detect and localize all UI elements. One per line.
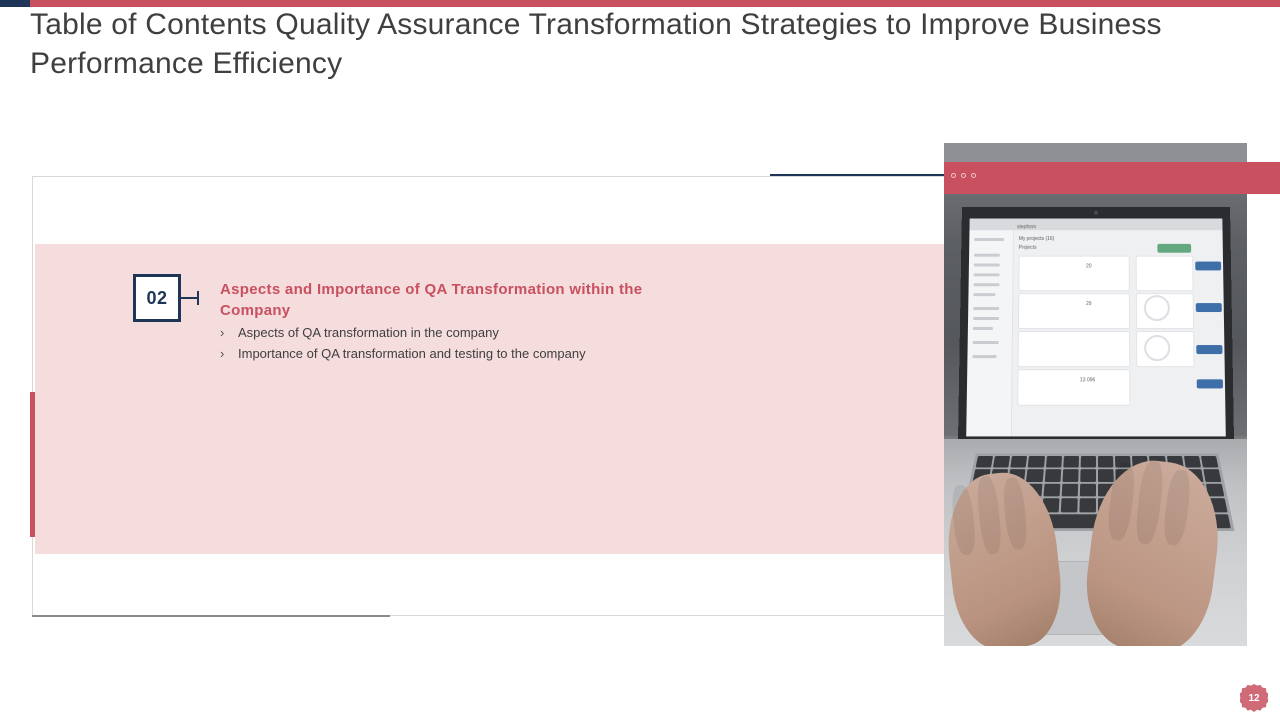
list-item (220, 345, 820, 363)
page-number-badge (1240, 684, 1268, 712)
screen-content (966, 219, 1226, 437)
chevron-right-icon: › (220, 346, 225, 361)
toc-entry-number: 02 (133, 274, 181, 322)
window-control-dots (951, 173, 976, 178)
screen-primary-button[interactable] (1157, 244, 1191, 253)
screen-card-side (1136, 256, 1194, 292)
sidebar-item (974, 254, 1000, 257)
browser-toolbar (969, 219, 1222, 231)
image-overlay-band (944, 162, 1280, 194)
screen-card (1018, 331, 1131, 367)
screen-metric-3: 13 096 (1079, 377, 1096, 384)
list-item (220, 324, 820, 342)
toc-entry-bullets (220, 324, 820, 366)
screen-action-button[interactable] (1196, 303, 1222, 312)
list-item-label: Importance of QA transformation and testing to the company (238, 346, 586, 361)
screen-donut-chart (1144, 295, 1170, 321)
sidebar-item (974, 264, 1000, 267)
screen-metric-1: 20 (1086, 263, 1092, 270)
laptop-screen (958, 207, 1234, 443)
screen-metric-2: 29 (1086, 301, 1092, 308)
sidebar-item (973, 317, 999, 320)
sidebar-item (974, 283, 1000, 286)
sidebar-item (973, 327, 993, 330)
list-item-label: Aspects of QA transformation in the company (238, 325, 499, 340)
dot-icon (951, 173, 956, 178)
laptop-photo (944, 143, 1247, 646)
screen-card (1018, 293, 1130, 329)
photo-panel (944, 143, 1247, 646)
dot-icon (961, 173, 966, 178)
sidebar-logo (974, 238, 1004, 241)
sidebar-item (973, 341, 999, 344)
sidebar-item (972, 355, 996, 358)
screen-card (1018, 256, 1130, 292)
sidebar-item (974, 273, 1000, 276)
screen-action-button[interactable] (1196, 345, 1222, 354)
screen-action-button[interactable] (1195, 262, 1221, 271)
bottom-rule (32, 615, 390, 617)
toc-entry-heading: Aspects and Importance of QA Transformation within the Company (220, 281, 643, 319)
dot-icon (971, 173, 976, 178)
page-number: 12 (1248, 692, 1260, 704)
screen-brand-label: stepform (1016, 224, 1037, 231)
screen-project-title: My projects (16) (1018, 236, 1055, 242)
screen-action-button[interactable] (1197, 379, 1223, 388)
screen-card (1017, 369, 1130, 406)
screen-donut-chart (1144, 335, 1170, 361)
sidebar-item (973, 293, 995, 296)
top-accent-bar-navy (0, 0, 30, 7)
webcam-icon (1094, 211, 1098, 215)
app-sidebar (966, 230, 1014, 436)
chevron-right-icon: › (220, 325, 225, 340)
badge-connector-cap (197, 291, 199, 305)
sidebar-item (973, 307, 999, 310)
screen-subtitle: Projects (1018, 244, 1037, 251)
page-title: Table of Contents Quality Assurance Transformation Strategies to Improve Business Performance Efficiency (30, 8, 1162, 80)
